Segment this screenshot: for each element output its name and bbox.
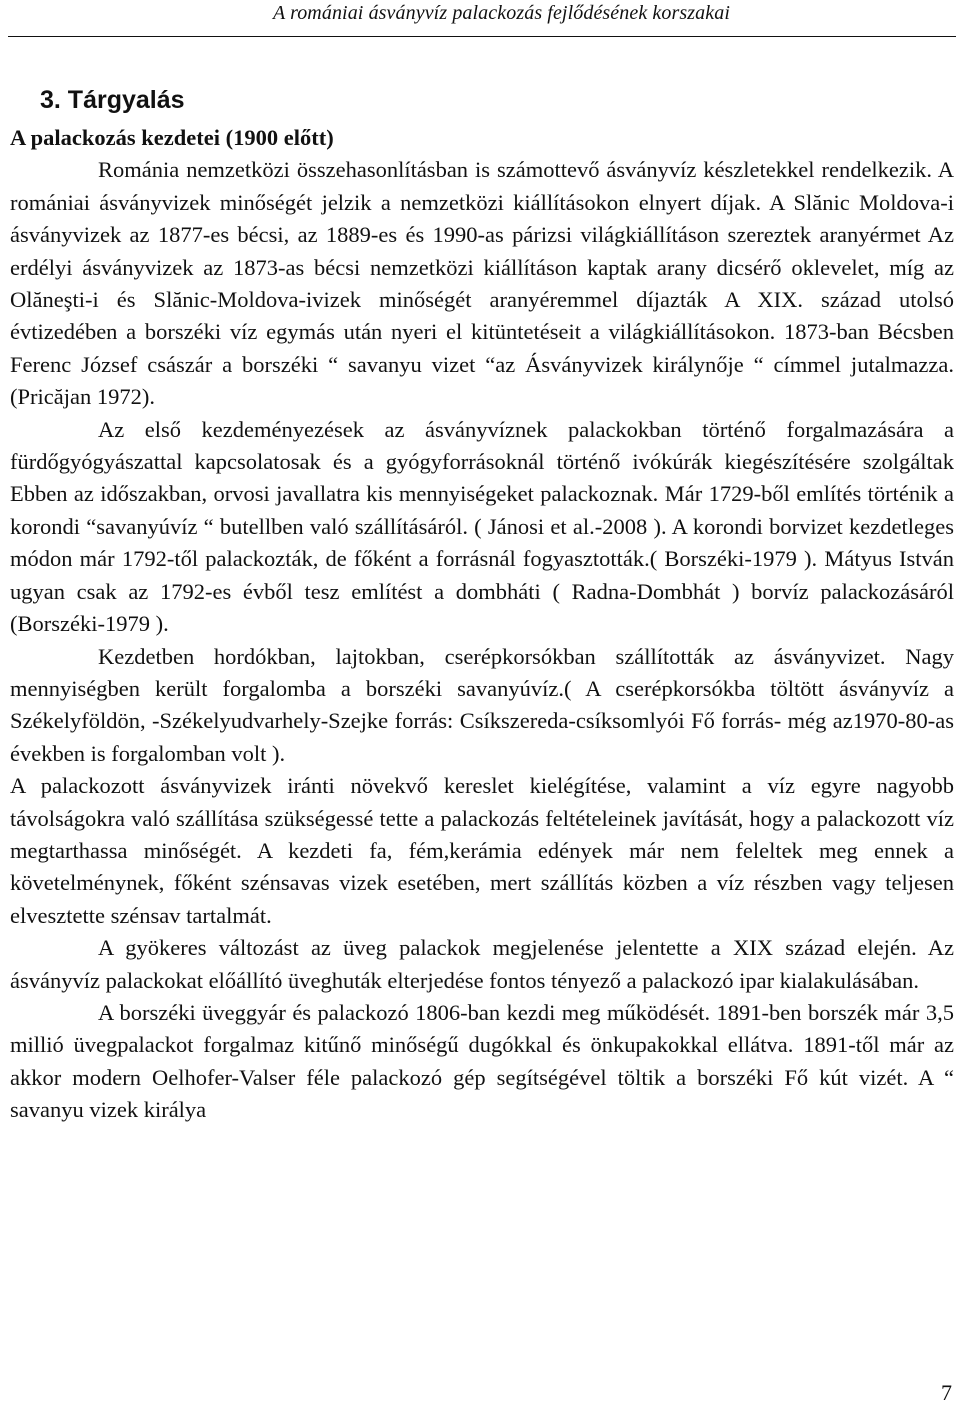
document-body — [10, 78, 954, 1127]
body-paragraph-6: A borszéki üveggyár és palackozó 1806-ban kezdi meg működését. 1891-ben borszék már 3,5 millió üvegpalackot forgalmaz kitűnő minőségű dugókkal és önkupakokkal ellátva. 1891-től már az akkor modern Oelhofer-Valser féle palackozó gép segítségével töltik a borszéki Fő kút vizét. A “ savanyu vizek királya — [10, 999, 954, 1123]
page-number: 7 — [941, 1380, 952, 1405]
section-subheading: A palackozás kezdetei (1900 előtt) — [10, 125, 334, 150]
body-paragraph-5: A gyökeres változást az üveg palackok megjelenése jelentette a XIX század elején. Az ásványvíz palackokat előállító üveghuták elterjedése fontos tényező a palackozó ipar kialakulásában. — [10, 935, 954, 993]
running-header-title: A romániai ásványvíz palackozás fejlődésének korszakai — [273, 2, 730, 24]
body-paragraph-4: A palackozott ásványvizek iránti növekvő kereslet kielégítése, valamint a víz egyre nagyobb távolságokra való szállítása szükségessé tette a palackozás feltételeinek javítását, hogy a palackozott víz megtarthassa minőségét. A kezdeti fa, fém,kerámia edények már nem feleltek meg ennek a követelménynek, főként szénsavas vizek esetében, mert szállítás közben a víz részben vagy teljesen elvesztette szénsav tartalmát. — [10, 773, 954, 928]
body-paragraph-2: Az első kezdeményezések az ásványvíznek palackokban történő forgalmazására a fürdőgyógyászattal kapcsolatosak és a gyógyforrásoknál történő ivókúrák kiegészítésére szolgáltak Ebben az időszakban, orvosi javallatra kis mennyiségeket palackoznak. Már 1729-ből említés történik a korondi “savanyúvíz “ butellben való szállításáról. ( Jánosi et al.-2008 ). A korondi borvizet kezdetleges módon már 1792-től palackozták, de főként a forrásnál fogyasztották.( Borszéki-1979 ). Mátyus István ugyan csak az 1792-es évből tesz említést a dombháti ( Radna-Dombhát ) borvíz palackozásáról (Borszéki-1979 ). — [10, 416, 954, 637]
section-heading: 3. Tárgyalás — [40, 86, 185, 114]
body-paragraph-3: Kezdetben hordókban, lajtokban, cserépkorsókban szállították az ásványvizet. Nagy mennyiségben került forgalomba a borszéki savanyúvíz.( A cserépkorsókba töltött ásványvíz a Székelyföldön, -Székelyudvarhely-Szejke forrás: Csíkszereda-csíksomlyói Fő forrás- még az1970-80-as években is forgalomban volt ). — [10, 643, 954, 766]
header-divider — [8, 36, 956, 37]
body-paragraph-1: Románia nemzetközi összehasonlításban is számottevő ásványvíz készletekkel rendelkezik. A romániai ásványvizek minőségét jelzik a nemzetközi kiállításokon elnyert díjak. A Slănic Moldova-i ásványvizek az 1877-es bécsi, az 1889-es és 1990-as párizsi világkiállításon szereztek aranyérmet Az erdélyi ásványvizek az 1873-as bécsi nemzetközi kiállításon kaptak arany dicsérő oklevelet, míg az Olăneşti-i és Slănic-Moldova-ivizek minőségét aranyéremmel díjazták A XIX. század utolsó évtizedében a borszéki víz egymás után nyeri el kitüntetéseit a világkiállításokon. 1873-ban Bécsben Ferenc József császár a borszéki “ savanyu vizet “az Ásványvizek királynője “ címmel jutalmazza. (Pricăjan 1972). — [10, 157, 954, 410]
